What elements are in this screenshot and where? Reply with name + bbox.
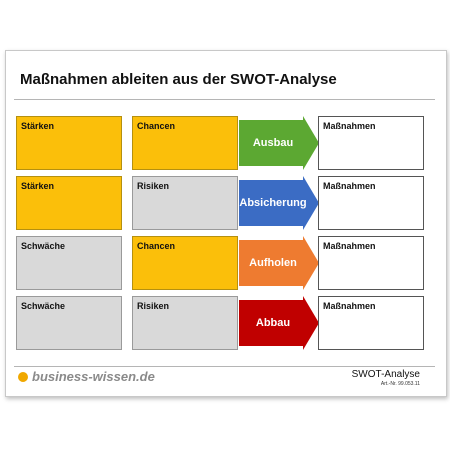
row-2-measure-box: Maßnahmen bbox=[318, 176, 424, 230]
title-divider bbox=[14, 99, 435, 100]
row-2-risk-box: Risiken bbox=[132, 176, 238, 230]
brand-logo: business-wissen.de bbox=[32, 369, 155, 384]
row-1-measure-box: Maßnahmen bbox=[318, 116, 424, 170]
row-1-action-arrow bbox=[239, 116, 319, 170]
row-2-strength-box: Stärken bbox=[16, 176, 122, 230]
row-3-action-arrow bbox=[239, 236, 319, 290]
row-4-risk-box: Risiken bbox=[132, 296, 238, 350]
row-1-chance-box: Chancen bbox=[132, 116, 238, 170]
logo-dot-icon bbox=[18, 372, 28, 382]
row-4-action-label: Abbau bbox=[255, 317, 291, 329]
row-4-action-arrow bbox=[239, 296, 319, 350]
row-3-action-label: Aufholen bbox=[249, 257, 297, 269]
footer-article-number: Art.-Nr. 99.053.11 bbox=[380, 381, 420, 387]
row-4-measure-box: Maßnahmen bbox=[318, 296, 424, 350]
row-3-weakness-box: Schwäche bbox=[16, 236, 122, 290]
row-2-action-arrow bbox=[239, 176, 319, 230]
row-4-weakness-box: Schwäche bbox=[16, 296, 122, 350]
row-3-measure-box: Maßnahmen bbox=[318, 236, 424, 290]
footer-divider bbox=[14, 366, 435, 367]
footer-doc-title: SWOT-Analyse bbox=[351, 369, 420, 380]
slide-title: Maßnahmen ableiten aus der SWOT-Analyse bbox=[20, 71, 337, 88]
row-1-action-label: Ausbau bbox=[252, 137, 294, 149]
row-3-chance-box: Chancen bbox=[132, 236, 238, 290]
row-1-strength-box: Stärken bbox=[16, 116, 122, 170]
row-2-action-label: Absicherung bbox=[239, 197, 307, 209]
